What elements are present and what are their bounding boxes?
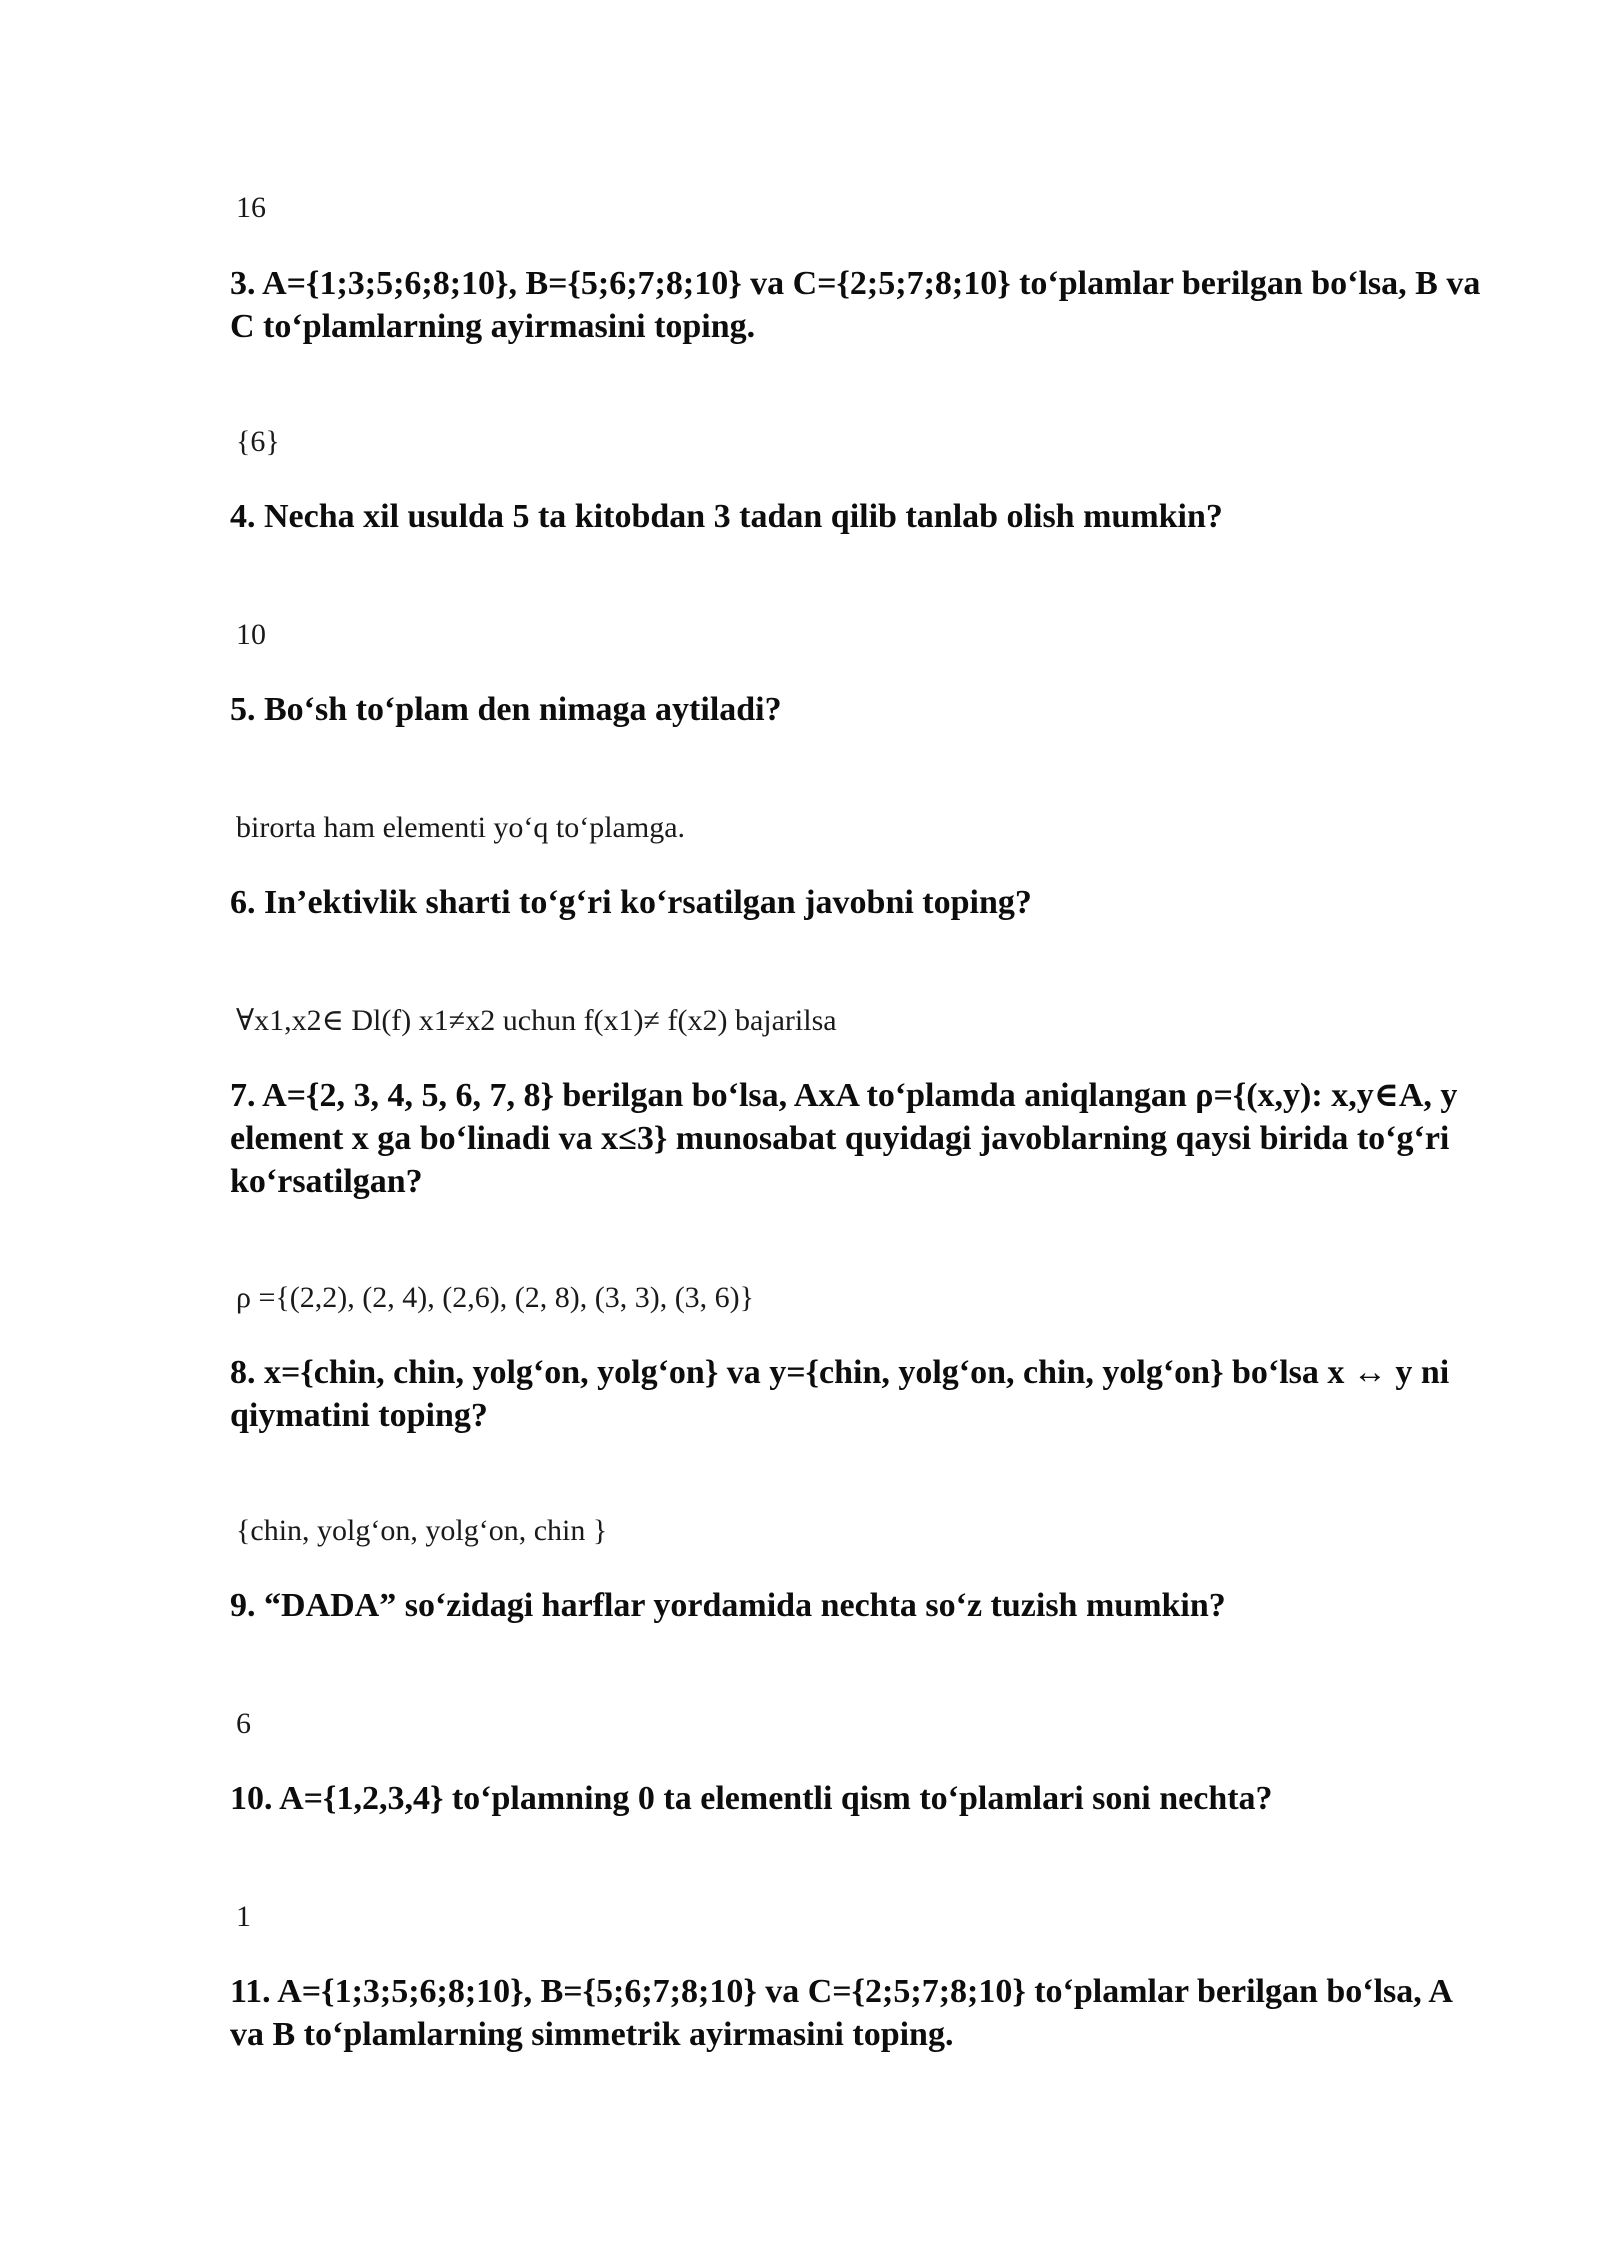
answer-8: {chin, yolg‘on, yolg‘on, chin } bbox=[236, 1514, 608, 1547]
answer-3: {6} bbox=[236, 425, 280, 458]
answer-7: ρ ={(2,2), (2, 4), (2,6), (2, 8), (3, 3), (3, 6)} bbox=[236, 1281, 755, 1314]
answer-10: 1 bbox=[236, 1900, 251, 1933]
answer-4: 10 bbox=[236, 618, 266, 651]
question-3: 3. A={1;3;5;6;8;10}, B={5;6;7;8;10} va C={2;5;7;8;10} to‘plamlar berilgan bo‘lsa, B va C to‘plamlarning ayirmasini toping. bbox=[230, 265, 1481, 345]
answer-prev: 16 bbox=[236, 191, 266, 224]
question-4: 4. Necha xil usulda 5 ta kitobdan 3 tadan qilib tanlab olish mumkin? bbox=[230, 498, 1223, 535]
question-7: 7. A={2, 3, 4, 5, 6, 7, 8} berilgan bo‘lsa, AxA to‘plamda aniqlangan ρ={(x,y): x,y∈A, y element x ga bo‘linadi va x≤3} munosabat quyidagi javoblarning qaysi birida to‘g‘ri ko‘rsatilgan? bbox=[230, 1077, 1458, 1200]
question-6: 6. In’ektivlik sharti to‘g‘ri ko‘rsatilgan javobni toping? bbox=[230, 884, 1032, 921]
answer-9: 6 bbox=[236, 1707, 251, 1740]
question-5: 5. Bo‘sh to‘plam den nimaga aytiladi? bbox=[230, 691, 782, 728]
answer-5: birorta ham elementi yo‘q to‘plamga. bbox=[236, 811, 686, 844]
answer-6: ∀x1,x2∈ Dl(f) x1≠x2 uchun f(x1)≠ f(x2) bajarilsa bbox=[236, 1004, 837, 1037]
question-11: 11. A={1;3;5;6;8;10}, B={5;6;7;8;10} va C={2;5;7;8;10} to‘plamlar berilgan bo‘lsa, A va B to‘plamlarning simmetrik ayirmasini toping. bbox=[230, 1973, 1452, 2053]
question-9: 9. “DADA” so‘zidagi harflar yordamida nechta so‘z tuzish mumkin? bbox=[230, 1587, 1226, 1624]
question-10: 10. A={1,2,3,4} to‘plamning 0 ta elementli qism to‘plamlari soni nechta? bbox=[230, 1780, 1273, 1817]
question-8: 8. x={chin, chin, yolg‘on, yolg‘on} va y={chin, yolg‘on, chin, yolg‘on} bo‘lsa x ↔ y ni qiymatini toping? bbox=[230, 1354, 1450, 1434]
